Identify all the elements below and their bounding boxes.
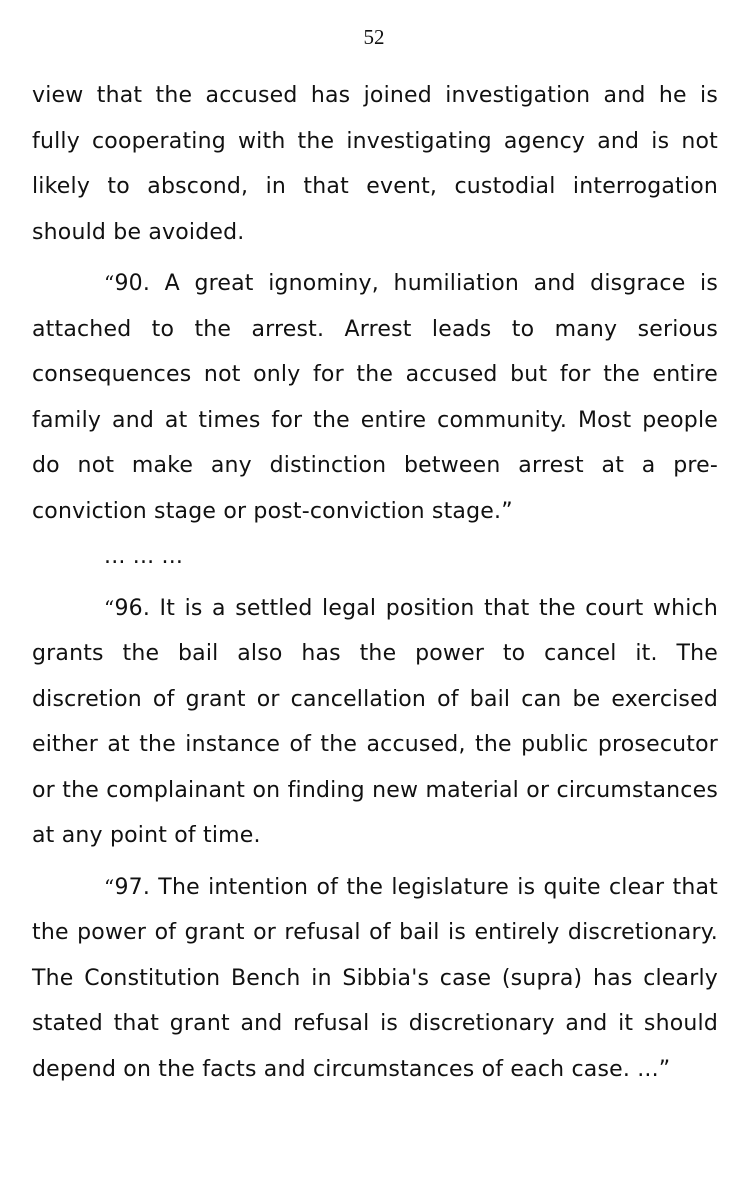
paragraph-96-text: 96. It is a settled legal position that the court which grants the bail also has the power to cancel it. The discretion of grant or cancellation of bail can be exercised either at the instance of the accused, the public prosecutor or the complainant on finding new material or circumstances at any point of time. [32,595,718,848]
paragraph-97-text: 97. The intention of the legislature is quite clear that the power of grant or refusal of bail is entirely discretionary. The Constitution Bench in Sibbia's case (supra) has clearly stated that grant and refusal is discretionary and it should depend on the facts and circumstances of each case. ...” [32,874,718,1082]
paragraph-90-text: 90. A great ignominy, humiliation and disgrace is attached to the arrest. Arrest leads to many serious consequences not only for the accused but for the entire family and at times for the entire community. Most people do not make any distinction between arrest at a pre-conviction stage or post-conviction stage.” [32,271,718,524]
paragraph-continuation: view that the accused has joined investigation and he is fully cooperating with the investigating agency and is not likely to abscond, in that event, custodial interrogation should be avoided. [32,83,718,245]
opening-quote: “ [104,874,115,899]
opening-quote: “ [104,595,115,620]
paragraph-90 [32,261,718,534]
paragraph-96 [32,586,718,859]
omission-ellipsis: ... ... ... [104,544,184,569]
paragraph-97 [32,865,718,1093]
page-number: 52 [363,25,385,49]
document-body [32,73,718,1092]
opening-quote: “ [104,271,115,295]
